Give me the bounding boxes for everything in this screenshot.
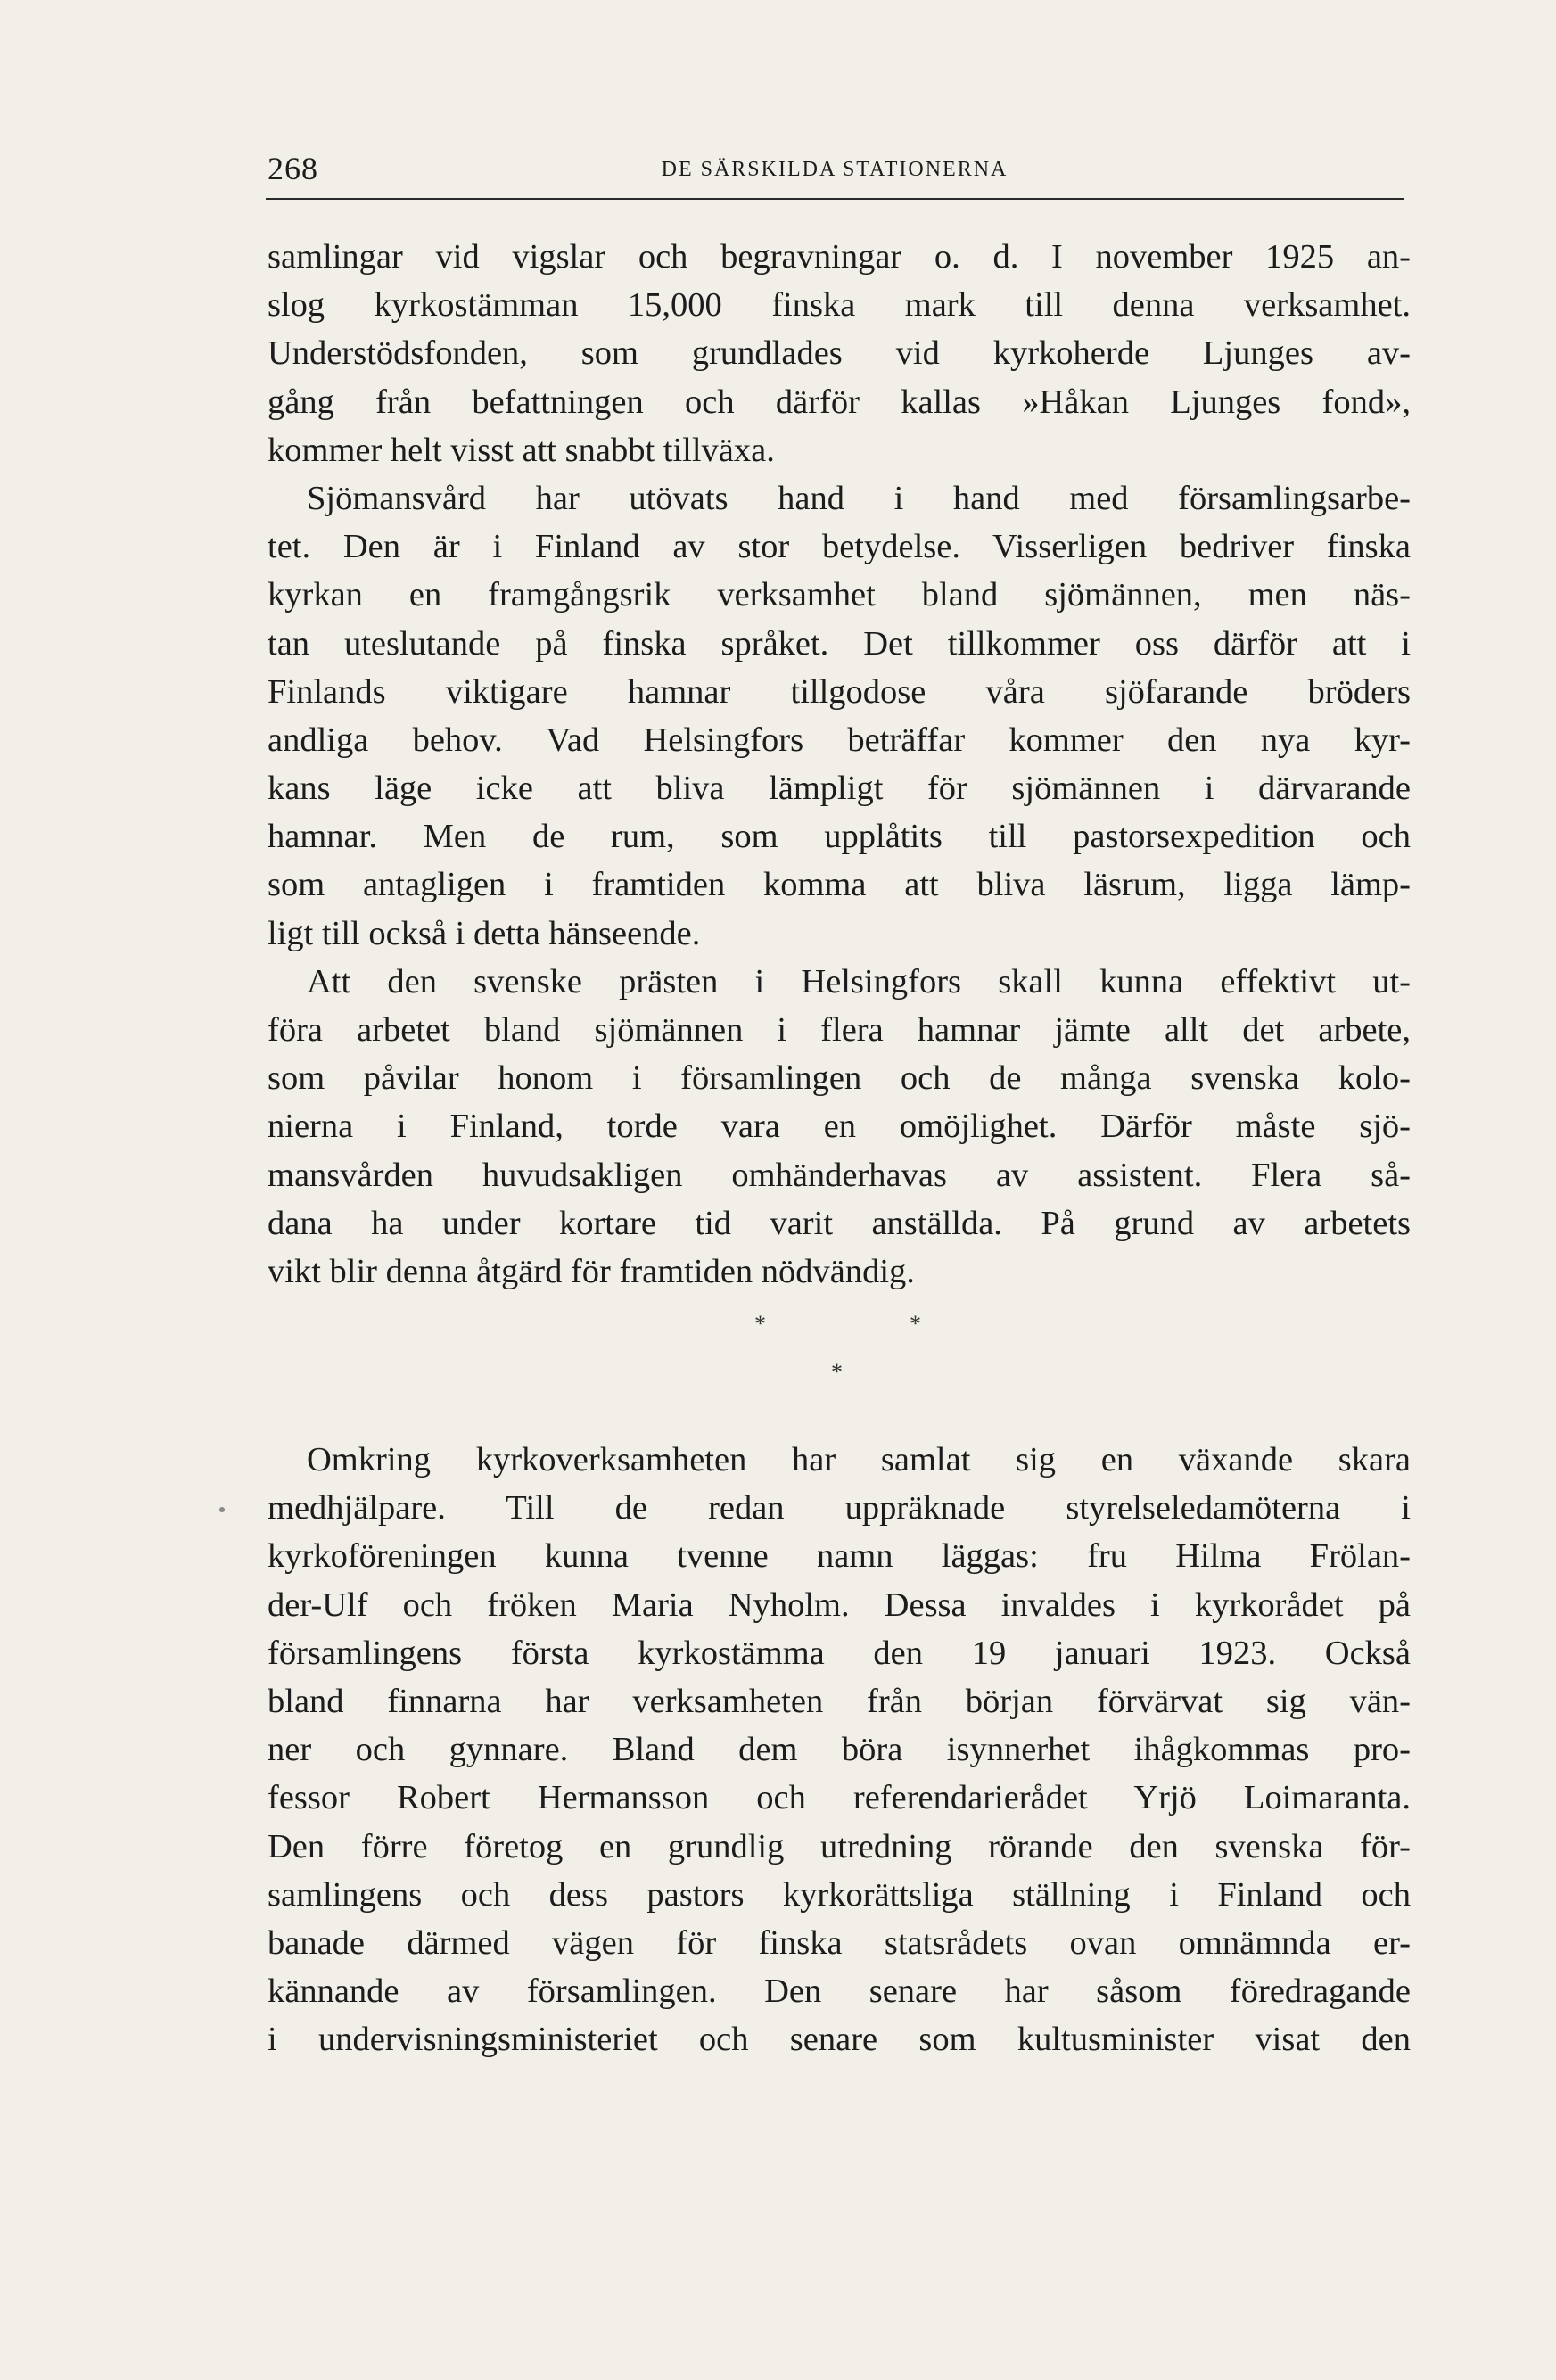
running-head (268, 150, 1402, 196)
text-line: medhjälpare. Till de redan uppräknade styrelseledamöterna i (268, 1489, 1411, 1528)
text-line: Att den svenske prästen i Helsingfors skall kunna effektivt ut- (307, 962, 1411, 1001)
asterisk: * (910, 1311, 921, 1337)
text-line: Finlands viktigare hamnar tillgodose våra sjöfarande bröders (268, 672, 1411, 711)
text-line: kans läge icke att bliva lämpligt för sjömännen i därvarande (268, 770, 1411, 808)
text-line: Sjömansvård har utövats hand i hand med församlingsarbe- (307, 479, 1411, 517)
text-line: kommer helt visst att snabbt tillväxa. (268, 431, 775, 469)
text-line: hamnar. Men de rum, som upplåtits till pastorsexpedition och (268, 818, 1411, 856)
body-text-bottom (268, 1436, 1411, 2063)
text-line: församlingens första kyrkostämma den 19 januari 1923. Också (268, 1634, 1411, 1672)
text-line: som antagligen i framtiden komma att bliva läsrum, ligga lämp- (268, 866, 1411, 904)
text-line: i undervisningsministeriet och senare som kultusminister visat den (268, 2021, 1411, 2059)
asterisk: * (754, 1311, 766, 1337)
text-line: kyrkoföreningen kunna tvenne namn läggas: fru Hilma Frölan- (268, 1537, 1411, 1576)
text-line: slog kyrkostämman 15,000 finska mark till denna verksamhet. (268, 286, 1411, 325)
margin-speck (219, 1507, 225, 1512)
text-line: gång från befattningen och därför kallas »Håkan Ljunges fond», (268, 383, 1411, 421)
text-line: kännande av församlingen. Den senare har såsom föredragande (268, 1972, 1411, 2011)
text-line: mansvården huvudsakligen omhänderhavas av assistent. Flera så- (268, 1156, 1411, 1194)
text-line: der-Ulf och fröken Maria Nyholm. Dessa invaldes i kyrkorådet på (268, 1585, 1411, 1624)
text-line: fessor Robert Hermansson och referendarierådet Yrjö Loimaranta. (268, 1779, 1411, 1817)
text-line: Understödsfonden, som grundlades vid kyrkoherde Ljunges av- (268, 334, 1411, 373)
header-rule (266, 198, 1404, 200)
text-line: ligt till också i detta hänseende. (268, 914, 701, 952)
text-line: tet. Den är i Finland av stor betydelse. Visserligen bedriver finska (268, 528, 1411, 566)
text-line: dana ha under kortare tid varit anställda. På grund av arbetets (268, 1204, 1411, 1242)
text-line: som påvilar honom i församlingen och de många svenska kolo- (268, 1059, 1411, 1098)
text-line: tan uteslutande på finska språket. Det tillkommer oss därför att i (268, 624, 1411, 663)
text-line: vikt blir denna åtgärd för framtiden nödvändig. (268, 1252, 915, 1290)
text-line: nierna i Finland, torde vara en omöjlighet. Därför måste sjö- (268, 1108, 1411, 1146)
text-line: Den förre företog en grundlig utredning rörande den svenska för- (268, 1827, 1411, 1865)
text-line: samlingens och dess pastors kyrkorättsliga ställning i Finland och (268, 1875, 1411, 1914)
text-line: samlingar vid vigslar och begravningar o. d. I november 1925 an- (268, 238, 1411, 276)
text-line: andliga behov. Vad Helsingfors beträffar kommer den nya kyr- (268, 721, 1411, 759)
text-line: föra arbetet bland sjömännen i flera hamnar jämte allt det arbete, (268, 1011, 1411, 1049)
page-number: 268 (268, 151, 318, 186)
running-title: DE SÄRSKILDA STATIONERNA (661, 158, 1009, 181)
text-line: kyrkan en framgångsrik verksamhet bland sjömännen, men näs- (268, 576, 1411, 614)
text-line: banade därmed vägen för finska statsrådets ovan omnämnda er- (268, 1923, 1411, 1962)
asterisk: * (831, 1359, 843, 1385)
body-text-top (268, 233, 1411, 1296)
text-line: bland finnarna har verksamheten från början förvärvat sig vän- (268, 1682, 1411, 1720)
text-line: Omkring kyrkoverksamheten har samlat sig en växande skara (307, 1441, 1411, 1478)
text-line: ner och gynnare. Bland dem böra isynnerhet ihågkommas pro- (268, 1731, 1411, 1769)
